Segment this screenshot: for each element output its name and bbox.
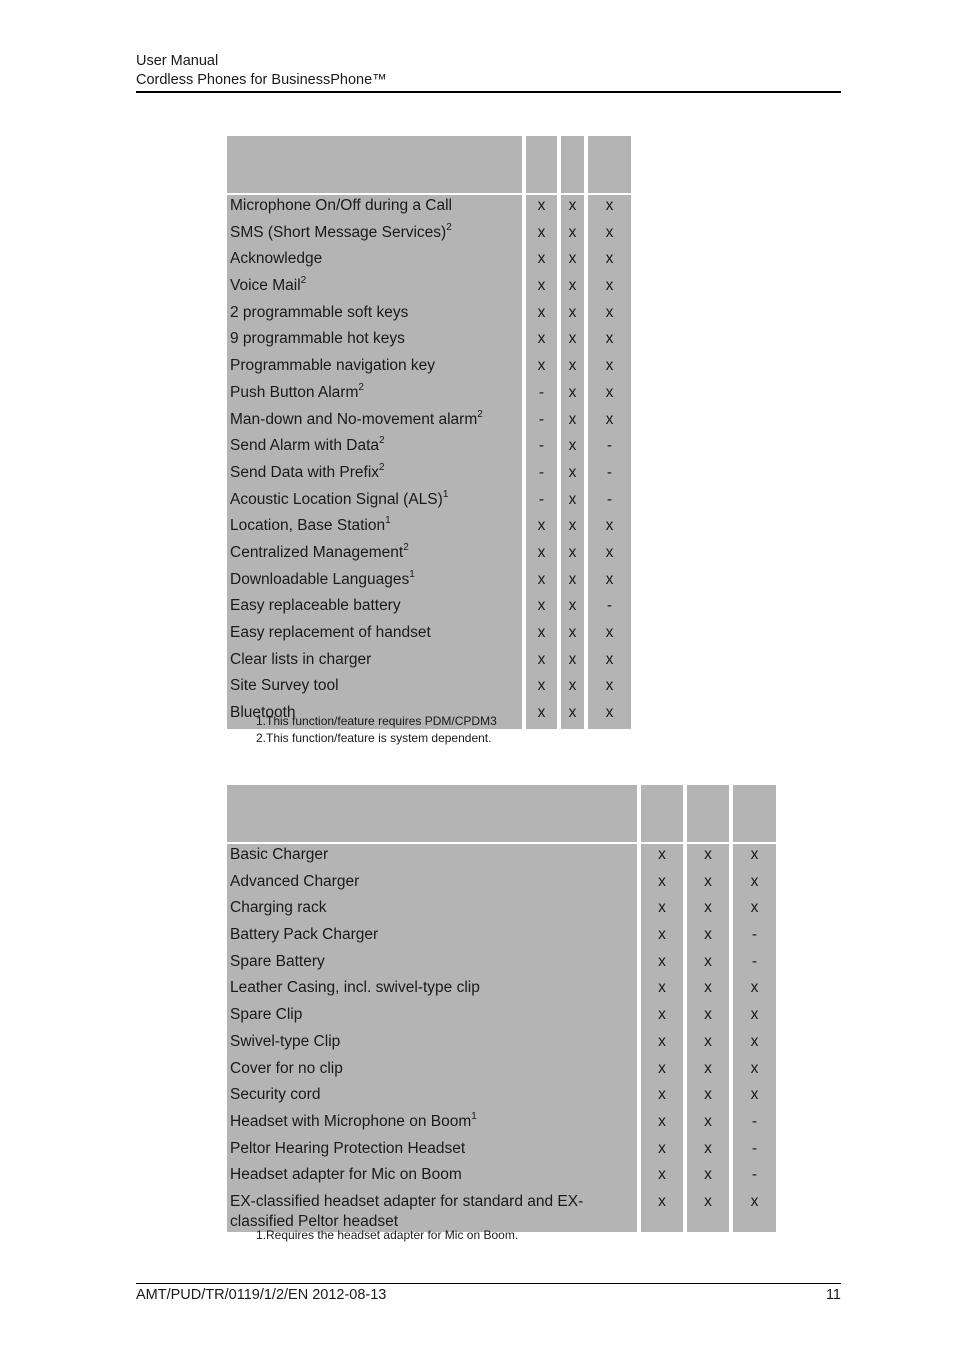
feature-name: [227, 1004, 637, 1031]
feature-name: [227, 897, 637, 924]
support-mark-col1: x: [526, 222, 557, 249]
support-mark-col3: x: [733, 1058, 776, 1085]
support-mark-col3: -: [588, 435, 631, 462]
feature-label: SMS (Short Message Services): [230, 223, 447, 241]
feature-label: Push Button Alarm: [230, 383, 359, 401]
support-mark-col2: x: [561, 248, 584, 275]
support-mark-col3: x: [588, 195, 631, 222]
support-mark-col3: x: [588, 622, 631, 649]
support-mark-col3: x: [588, 355, 631, 382]
feature-name: [227, 951, 637, 978]
support-mark-col2: x: [687, 1191, 729, 1232]
support-mark-col1: x: [526, 275, 557, 302]
support-mark-col1: x: [526, 542, 557, 569]
support-mark-col3: -: [733, 1138, 776, 1165]
support-mark-col2: x: [687, 977, 729, 1004]
support-mark-col2: x: [561, 275, 584, 302]
support-mark-col2: x: [561, 702, 584, 729]
support-mark-col1: x: [641, 1031, 683, 1058]
footnote-ref: 2: [477, 408, 483, 420]
feature-name: [227, 1191, 637, 1232]
feature-label: 9 programmable hot keys: [230, 330, 405, 348]
support-mark-col1: x: [641, 951, 683, 978]
footnote: 2.This function/feature is system dependent.: [256, 730, 492, 745]
footnote-ref: 2: [358, 381, 364, 393]
feature-label: Clear lists in charger: [230, 650, 372, 668]
feature-name: [227, 675, 522, 702]
support-mark-col1: -: [526, 382, 557, 409]
table-row: [227, 462, 631, 489]
table-row: [227, 275, 631, 302]
feature-name: [227, 595, 522, 622]
page-header: [136, 52, 841, 93]
feature-label: 2 programmable soft keys: [230, 303, 409, 321]
feature-label: Microphone On/Off during a Call: [230, 197, 452, 214]
feature-name: [227, 462, 522, 489]
table-row: [227, 951, 776, 978]
support-mark-col2: x: [561, 622, 584, 649]
table-row: [227, 355, 631, 382]
support-mark-col1: x: [641, 977, 683, 1004]
feature-label: Peltor Hearing Protection Headset: [230, 1139, 466, 1157]
support-mark-col1: x: [526, 569, 557, 596]
footnote-ref: 2: [300, 275, 307, 287]
support-mark-col3: x: [733, 1031, 776, 1058]
support-mark-col1: -: [526, 462, 557, 489]
feature-label: Security cord: [230, 1086, 321, 1104]
feature-label: Cover for no clip: [230, 1059, 343, 1077]
feature-name: [227, 382, 522, 409]
table-row: [227, 435, 631, 462]
table-row: [227, 871, 776, 898]
support-mark-col3: x: [588, 569, 631, 596]
support-mark-col3: x: [588, 248, 631, 275]
feature-name: [227, 622, 522, 649]
feature-name: [227, 871, 637, 898]
footnote-ref: 2: [379, 461, 385, 473]
feature-name: [227, 355, 522, 382]
table-row: [227, 595, 631, 622]
footnote-ref: 1: [471, 1110, 477, 1122]
support-mark-col3: x: [733, 1084, 776, 1111]
feature-label: Send Alarm with Data: [230, 437, 380, 455]
table-row: [227, 1164, 776, 1191]
support-mark-col2: x: [687, 871, 729, 898]
table-row: [227, 515, 631, 542]
support-mark-col2: x: [561, 409, 584, 436]
support-mark-col3: x: [588, 515, 631, 542]
support-mark-col1: x: [641, 1164, 683, 1191]
feature-label: Headset with Microphone on Boom: [230, 1112, 472, 1130]
feature-label: Spare Battery: [230, 952, 325, 970]
support-mark-col3: x: [733, 897, 776, 924]
support-mark-col3: x: [588, 382, 631, 409]
support-mark-col3: -: [733, 924, 776, 951]
support-mark-col3: x: [588, 675, 631, 702]
feature-label: Acoustic Location Signal (ALS): [230, 490, 443, 508]
feature-name: [227, 1138, 637, 1165]
footnote-ref: 2: [446, 221, 452, 233]
support-mark-col3: x: [733, 844, 776, 871]
support-mark-col1: x: [526, 675, 557, 702]
feature-name: [227, 489, 522, 516]
table-row: [227, 675, 631, 702]
feature-name: [227, 569, 522, 596]
support-mark-col3: -: [588, 595, 631, 622]
support-mark-col3: -: [733, 1164, 776, 1191]
support-mark-col1: x: [641, 1004, 683, 1031]
support-mark-col2: x: [687, 844, 729, 871]
support-mark-col3: x: [588, 302, 631, 329]
table-header-row: [227, 785, 776, 842]
support-mark-col1: x: [641, 1058, 683, 1085]
support-mark-col1: x: [641, 1084, 683, 1111]
feature-label: Leather Casing, incl. swivel-type clip: [230, 979, 480, 997]
feature-label: Easy replacement of handset: [230, 624, 431, 641]
support-mark-col2: x: [687, 1004, 729, 1031]
support-mark-col3: x: [588, 649, 631, 676]
table-row: [227, 489, 631, 516]
support-mark-col2: x: [561, 542, 584, 569]
support-mark-col2: x: [687, 1084, 729, 1111]
support-mark-col1: x: [641, 871, 683, 898]
support-mark-col2: x: [687, 924, 729, 951]
feature-label: Charging rack: [230, 899, 327, 917]
support-mark-col1: x: [526, 595, 557, 622]
support-mark-col3: -: [588, 489, 631, 516]
feature-name: [227, 1084, 637, 1111]
feature-name: [227, 275, 522, 302]
footnote: 1.This function/feature requires PDM/CPDM3: [256, 714, 497, 728]
feature-name: [227, 1164, 637, 1191]
footer-divider: [136, 1283, 841, 1284]
feature-name: [227, 924, 637, 951]
support-mark-col1: x: [526, 515, 557, 542]
accessories-footnotes: [256, 1227, 518, 1244]
support-mark-col2: x: [687, 1111, 729, 1138]
support-mark-col3: x: [588, 702, 631, 729]
support-mark-col2: x: [561, 489, 584, 516]
support-mark-col1: x: [641, 897, 683, 924]
support-mark-col1: x: [641, 1191, 683, 1232]
header-subtitle: Cordless Phones for BusinessPhone™: [136, 72, 387, 88]
footnote-ref: 2: [379, 435, 385, 447]
feature-label: Downloadable Languages: [230, 570, 410, 588]
table-row: [227, 382, 631, 409]
feature-name: [227, 1111, 637, 1138]
feature-name: [227, 328, 522, 355]
feature-label: Centralized Management: [230, 543, 404, 561]
support-mark-col2: x: [561, 195, 584, 222]
support-mark-col1: x: [526, 195, 557, 222]
feature-label: Headset adapter for Mic on Boom: [230, 1166, 462, 1184]
table-row: [227, 977, 776, 1004]
support-mark-col2: x: [561, 462, 584, 489]
table-row: [227, 1111, 776, 1138]
support-mark-col1: x: [641, 1111, 683, 1138]
support-mark-col3: x: [733, 1191, 776, 1232]
feature-name: [227, 195, 522, 222]
support-mark-col3: -: [588, 462, 631, 489]
page-number: 11: [825, 1287, 841, 1303]
support-mark-col2: x: [561, 515, 584, 542]
support-mark-col3: x: [733, 1004, 776, 1031]
support-mark-col1: x: [526, 302, 557, 329]
feature-label: Swivel-type Clip: [230, 1032, 341, 1050]
footnote: 1.Requires the headset adapter for Mic on Boom.: [256, 1228, 519, 1242]
table-row: [227, 1084, 776, 1111]
document-id: AMT/PUD/TR/0119/1/2/EN 2012-08-13: [136, 1287, 387, 1303]
feature-name: [227, 409, 522, 436]
feature-name: [227, 302, 522, 329]
feature-label: Programmable navigation key: [230, 357, 436, 375]
feature-label: Basic Charger: [230, 846, 329, 863]
support-mark-col1: x: [526, 622, 557, 649]
table-row: [227, 844, 776, 871]
feature-name: [227, 222, 522, 249]
footnote-ref: 1: [385, 515, 391, 527]
feature-name: [227, 248, 522, 275]
support-mark-col1: x: [526, 649, 557, 676]
accessories-table: [223, 785, 780, 1232]
feature-name: [227, 844, 637, 871]
table-row: [227, 1004, 776, 1031]
support-mark-col1: x: [526, 702, 557, 729]
header-title: User Manual: [136, 53, 219, 69]
features-table: [223, 136, 635, 729]
support-mark-col3: x: [588, 409, 631, 436]
table-row: [227, 302, 631, 329]
feature-name: [227, 515, 522, 542]
feature-label: Man-down and No-movement alarm: [230, 410, 478, 428]
support-mark-col2: x: [561, 675, 584, 702]
feature-label: Send Data with Prefix: [230, 463, 380, 481]
support-mark-col2: x: [687, 1058, 729, 1085]
table-row: [227, 222, 631, 249]
table-row: [227, 924, 776, 951]
support-mark-col2: x: [561, 302, 584, 329]
feature-label: Advanced Charger: [230, 872, 360, 890]
feature-label: Battery Pack Charger: [230, 926, 379, 944]
table-header-row: [227, 136, 631, 193]
footnote-ref: 2: [403, 541, 409, 553]
table-row: [227, 195, 631, 222]
support-mark-col2: x: [561, 649, 584, 676]
support-mark-col2: x: [687, 1031, 729, 1058]
support-mark-col3: -: [733, 951, 776, 978]
feature-label: Location, Base Station: [230, 517, 386, 535]
support-mark-col1: x: [641, 924, 683, 951]
support-mark-col1: -: [526, 409, 557, 436]
support-mark-col2: x: [561, 222, 584, 249]
support-mark-col3: x: [733, 977, 776, 1004]
footnote-ref: 1: [442, 488, 449, 500]
support-mark-col1: x: [641, 1138, 683, 1165]
support-mark-col3: x: [588, 542, 631, 569]
table-row: [227, 897, 776, 924]
feature-label: Easy replaceable battery: [230, 597, 401, 615]
table-row: [227, 248, 631, 275]
support-mark-col1: -: [526, 489, 557, 516]
feature-label: Bluetooth: [230, 704, 296, 722]
support-mark-col3: x: [588, 328, 631, 355]
support-mark-col3: x: [588, 222, 631, 249]
support-mark-col2: x: [687, 951, 729, 978]
table-row: [227, 622, 631, 649]
feature-name: [227, 1058, 637, 1085]
feature-name: [227, 977, 637, 1004]
support-mark-col2: x: [687, 897, 729, 924]
feature-label: Acknowledge: [230, 250, 323, 268]
table-row: [227, 1058, 776, 1085]
support-mark-col1: x: [526, 328, 557, 355]
support-mark-col1: x: [526, 248, 557, 275]
table-row: [227, 542, 631, 569]
support-mark-col2: x: [687, 1138, 729, 1165]
support-mark-col2: x: [561, 382, 584, 409]
support-mark-col2: x: [561, 569, 584, 596]
table-row: [227, 1031, 776, 1058]
table-row: [227, 569, 631, 596]
feature-label: EX-classified headset adapter for standard and EX-classified Peltor headset: [230, 1192, 584, 1230]
feature-label: Voice Mail: [230, 277, 301, 295]
support-mark-col1: -: [526, 435, 557, 462]
support-mark-col1: x: [641, 844, 683, 871]
table-row: [227, 328, 631, 355]
feature-name: [227, 542, 522, 569]
features-footnotes: [256, 713, 497, 746]
feature-name: [227, 435, 522, 462]
support-mark-col2: x: [561, 595, 584, 622]
feature-name: [227, 649, 522, 676]
table-row: [227, 1138, 776, 1165]
support-mark-col2: x: [687, 1164, 729, 1191]
support-mark-col2: x: [561, 355, 584, 382]
feature-label: Spare Clip: [230, 1006, 303, 1024]
support-mark-col2: x: [561, 328, 584, 355]
support-mark-col3: -: [733, 1111, 776, 1138]
table-row: [227, 409, 631, 436]
support-mark-col3: x: [733, 871, 776, 898]
table-row: [227, 649, 631, 676]
table-row: [227, 1191, 776, 1232]
support-mark-col2: x: [561, 435, 584, 462]
support-mark-col1: x: [526, 355, 557, 382]
footnote-ref: 1: [409, 568, 415, 580]
feature-name: [227, 1031, 637, 1058]
support-mark-col3: x: [588, 275, 631, 302]
feature-label: Site Survey tool: [230, 677, 339, 695]
